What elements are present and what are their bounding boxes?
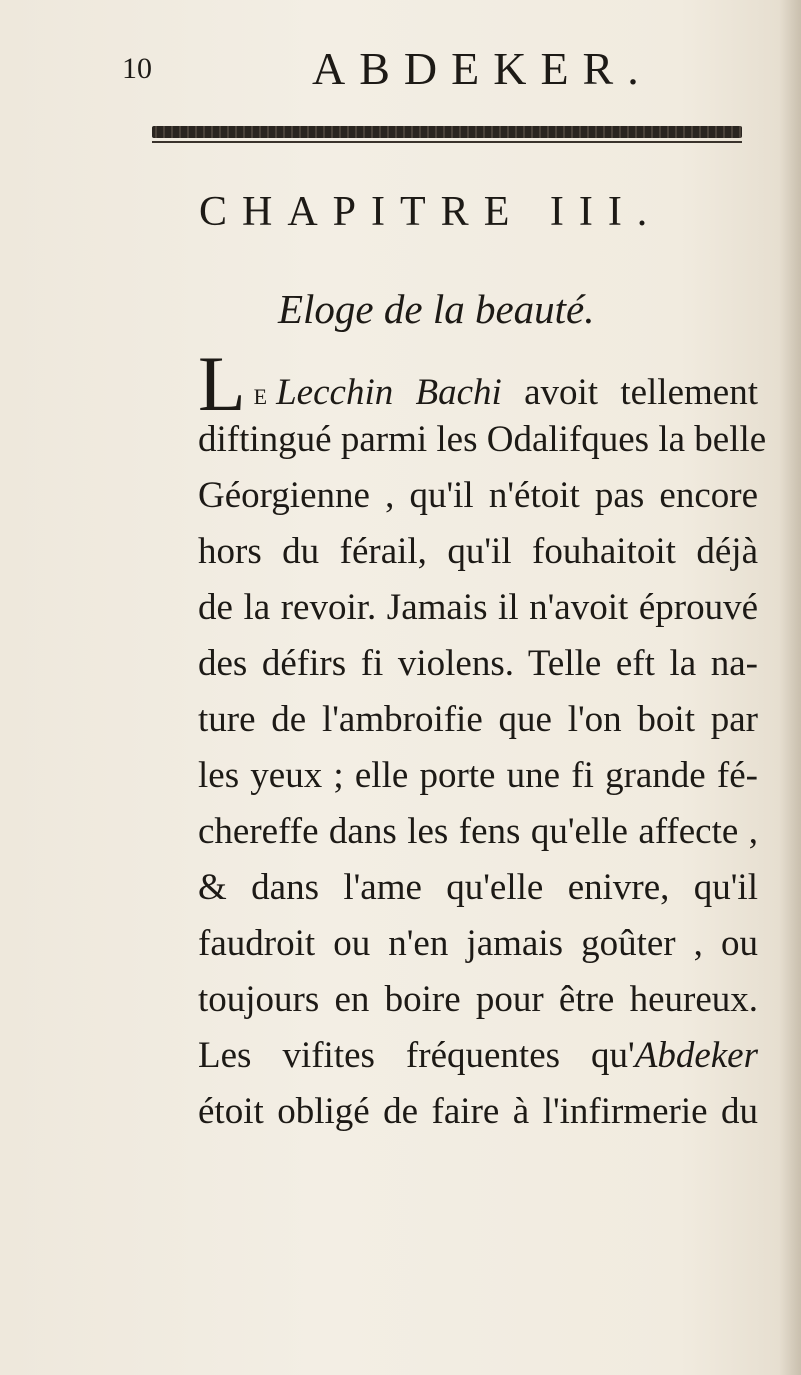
paragraph-line: étoit obligé de faire à l'infirmerie du: [198, 1091, 758, 1132]
paragraph-line: de la revoir. Jamais il n'avoit éprouvé: [198, 587, 758, 628]
paragraph-line: hors du férail, qu'il fouhaitoit déjà: [198, 531, 758, 572]
paragraph-line: & dans l'ame qu'elle enivre, qu'il: [198, 867, 758, 908]
italic-name: Abdeker: [634, 1035, 758, 1076]
line-text: avoit tellement: [501, 372, 758, 413]
ornament-underline: [152, 141, 742, 143]
small-cap: E: [253, 384, 269, 409]
italic-name: Lecchin Bachi: [276, 372, 502, 413]
paragraph-line: faudroit ou n'en jamais goûter , ou: [198, 923, 758, 964]
chapter-heading: CHAPITRE III.: [199, 189, 663, 235]
paragraph-line: toujours en boire pour être heureux.: [198, 979, 758, 1020]
paragraph-line: Géorgienne , qu'il n'étoit pas encore: [198, 475, 758, 516]
drop-cap: L: [198, 340, 246, 427]
paragraph-line: ture de l'ambroifie que l'on boit par: [198, 699, 758, 740]
paragraph-line: [198, 1028, 758, 1084]
running-head: [122, 42, 653, 98]
ornament-rule: [152, 126, 742, 138]
paragraph-line: diftingué parmi les Odalifques la belle: [198, 419, 767, 460]
paragraph-line: des défirs fi violens. Telle eft la na-: [198, 643, 758, 684]
running-title: ABDEKER.: [312, 43, 653, 94]
paragraph-line: [198, 340, 758, 427]
paragraph-line: les yeux ; elle porte une fi grande fé-: [198, 755, 758, 796]
paragraph: [198, 340, 767, 1140]
paragraph-line: chereffe dans les fens qu'elle affecte ,: [198, 811, 758, 852]
chapter-subtitle: Eloge de la beauté.: [278, 286, 595, 332]
page-number: 10: [122, 52, 152, 85]
line-text: Les vifites fréquentes qu': [198, 1035, 635, 1076]
page-edge-shadow: [779, 0, 801, 1375]
